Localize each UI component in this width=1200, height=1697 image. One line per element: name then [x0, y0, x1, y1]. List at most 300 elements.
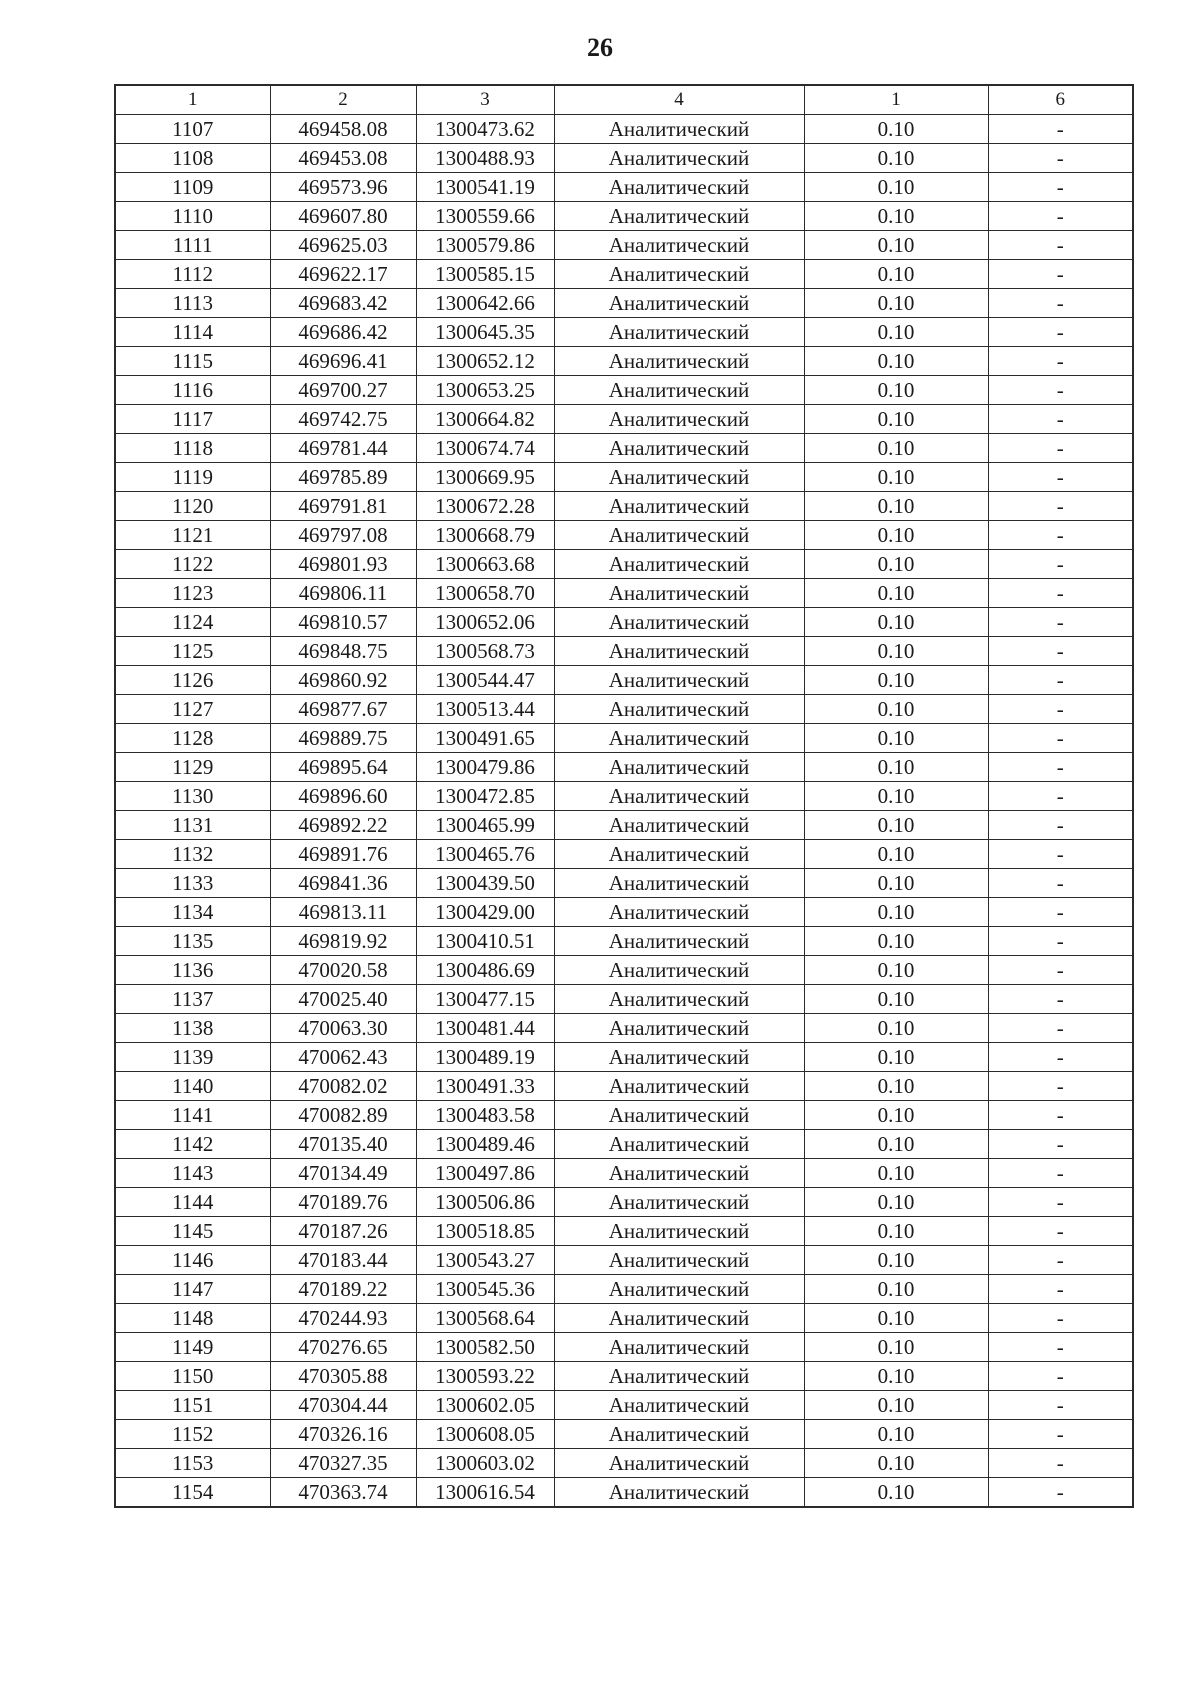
note-cell: - [988, 695, 1133, 724]
point-number-cell: 1148 [115, 1304, 270, 1333]
note-cell: - [988, 492, 1133, 521]
point-number-cell: 1140 [115, 1072, 270, 1101]
accuracy-cell: 0.10 [804, 463, 988, 492]
table-row [115, 782, 1133, 811]
method-cell: Аналитический [554, 1159, 804, 1188]
x-coordinate-cell: 470304.44 [270, 1391, 416, 1420]
x-coordinate-cell: 470326.16 [270, 1420, 416, 1449]
note-cell: - [988, 1304, 1133, 1333]
note-cell: - [988, 463, 1133, 492]
method-cell: Аналитический [554, 1449, 804, 1478]
x-coordinate-cell: 469896.60 [270, 782, 416, 811]
table-row [115, 144, 1133, 173]
note-cell: - [988, 376, 1133, 405]
method-cell: Аналитический [554, 927, 804, 956]
note-cell: - [988, 231, 1133, 260]
accuracy-cell: 0.10 [804, 1420, 988, 1449]
note-cell: - [988, 1333, 1133, 1362]
method-cell: Аналитический [554, 115, 804, 144]
method-cell: Аналитический [554, 811, 804, 840]
method-cell: Аналитический [554, 1304, 804, 1333]
table-row [115, 1275, 1133, 1304]
point-number-cell: 1109 [115, 173, 270, 202]
method-cell: Аналитический [554, 753, 804, 782]
method-cell: Аналитический [554, 434, 804, 463]
accuracy-cell: 0.10 [804, 1159, 988, 1188]
note-cell: - [988, 1217, 1133, 1246]
point-number-cell: 1141 [115, 1101, 270, 1130]
x-coordinate-cell: 469785.89 [270, 463, 416, 492]
x-coordinate-cell: 469700.27 [270, 376, 416, 405]
x-coordinate-cell: 469781.44 [270, 434, 416, 463]
point-number-cell: 1138 [115, 1014, 270, 1043]
y-coordinate-cell: 1300465.99 [416, 811, 554, 840]
note-cell: - [988, 1391, 1133, 1420]
y-coordinate-cell: 1300483.58 [416, 1101, 554, 1130]
table-row [115, 376, 1133, 405]
y-coordinate-cell: 1300465.76 [416, 840, 554, 869]
note-cell: - [988, 550, 1133, 579]
note-cell: - [988, 347, 1133, 376]
accuracy-cell: 0.10 [804, 956, 988, 985]
table-row [115, 666, 1133, 695]
x-coordinate-cell: 469813.11 [270, 898, 416, 927]
accuracy-cell: 0.10 [804, 521, 988, 550]
table-row [115, 724, 1133, 753]
table-row [115, 956, 1133, 985]
note-cell: - [988, 1478, 1133, 1508]
y-coordinate-cell: 1300429.00 [416, 898, 554, 927]
note-cell: - [988, 637, 1133, 666]
y-coordinate-cell: 1300585.15 [416, 260, 554, 289]
accuracy-cell: 0.10 [804, 318, 988, 347]
x-coordinate-cell: 469877.67 [270, 695, 416, 724]
y-coordinate-cell: 1300663.68 [416, 550, 554, 579]
x-coordinate-cell: 470363.74 [270, 1478, 416, 1508]
accuracy-cell: 0.10 [804, 1101, 988, 1130]
x-coordinate-cell: 470244.93 [270, 1304, 416, 1333]
x-coordinate-cell: 469625.03 [270, 231, 416, 260]
table-row [115, 347, 1133, 376]
point-number-cell: 1153 [115, 1449, 270, 1478]
y-coordinate-cell: 1300645.35 [416, 318, 554, 347]
x-coordinate-cell: 469819.92 [270, 927, 416, 956]
accuracy-cell: 0.10 [804, 376, 988, 405]
point-number-cell: 1152 [115, 1420, 270, 1449]
accuracy-cell: 0.10 [804, 1304, 988, 1333]
accuracy-cell: 0.10 [804, 260, 988, 289]
y-coordinate-cell: 1300544.47 [416, 666, 554, 695]
method-cell: Аналитический [554, 260, 804, 289]
point-number-cell: 1123 [115, 579, 270, 608]
x-coordinate-cell: 469891.76 [270, 840, 416, 869]
accuracy-cell: 0.10 [804, 1362, 988, 1391]
x-coordinate-cell: 469895.64 [270, 753, 416, 782]
accuracy-cell: 0.10 [804, 724, 988, 753]
method-cell: Аналитический [554, 782, 804, 811]
y-coordinate-cell: 1300652.06 [416, 608, 554, 637]
table-row [115, 492, 1133, 521]
x-coordinate-cell: 470189.22 [270, 1275, 416, 1304]
note-cell: - [988, 1188, 1133, 1217]
point-number-cell: 1108 [115, 144, 270, 173]
table-row [115, 608, 1133, 637]
point-number-cell: 1130 [115, 782, 270, 811]
x-coordinate-cell: 470189.76 [270, 1188, 416, 1217]
note-cell: - [988, 1159, 1133, 1188]
note-cell: - [988, 782, 1133, 811]
table-row [115, 1159, 1133, 1188]
table-row [115, 115, 1133, 144]
y-coordinate-cell: 1300477.15 [416, 985, 554, 1014]
accuracy-cell: 0.10 [804, 1449, 988, 1478]
method-cell: Аналитический [554, 1072, 804, 1101]
y-coordinate-cell: 1300518.85 [416, 1217, 554, 1246]
note-cell: - [988, 1275, 1133, 1304]
note-cell: - [988, 1014, 1133, 1043]
table-row [115, 579, 1133, 608]
method-cell: Аналитический [554, 1275, 804, 1304]
table-row [115, 840, 1133, 869]
note-cell: - [988, 811, 1133, 840]
note-cell: - [988, 840, 1133, 869]
table-row [115, 1362, 1133, 1391]
table-row [115, 1043, 1133, 1072]
accuracy-cell: 0.10 [804, 144, 988, 173]
table-row [115, 811, 1133, 840]
x-coordinate-cell: 469791.81 [270, 492, 416, 521]
note-cell: - [988, 753, 1133, 782]
method-cell: Аналитический [554, 376, 804, 405]
x-coordinate-cell: 469860.92 [270, 666, 416, 695]
method-cell: Аналитический [554, 1130, 804, 1159]
table-row [115, 405, 1133, 434]
method-cell: Аналитический [554, 724, 804, 753]
note-cell: - [988, 1130, 1133, 1159]
accuracy-cell: 0.10 [804, 1217, 988, 1246]
point-number-cell: 1121 [115, 521, 270, 550]
point-number-cell: 1139 [115, 1043, 270, 1072]
table-row [115, 1333, 1133, 1362]
x-coordinate-cell: 469810.57 [270, 608, 416, 637]
point-number-cell: 1125 [115, 637, 270, 666]
method-cell: Аналитический [554, 1188, 804, 1217]
accuracy-cell: 0.10 [804, 753, 988, 782]
y-coordinate-cell: 1300541.19 [416, 173, 554, 202]
table-row [115, 231, 1133, 260]
point-number-cell: 1111 [115, 231, 270, 260]
table-row [115, 318, 1133, 347]
x-coordinate-cell: 470187.26 [270, 1217, 416, 1246]
method-cell: Аналитический [554, 898, 804, 927]
note-cell: - [988, 579, 1133, 608]
point-number-cell: 1154 [115, 1478, 270, 1508]
accuracy-cell: 0.10 [804, 1478, 988, 1508]
table-row [115, 1014, 1133, 1043]
y-coordinate-cell: 1300593.22 [416, 1362, 554, 1391]
method-cell: Аналитический [554, 637, 804, 666]
y-coordinate-cell: 1300481.44 [416, 1014, 554, 1043]
table-row [115, 202, 1133, 231]
accuracy-cell: 0.10 [804, 405, 988, 434]
point-number-cell: 1145 [115, 1217, 270, 1246]
method-cell: Аналитический [554, 1362, 804, 1391]
note-cell: - [988, 521, 1133, 550]
method-cell: Аналитический [554, 405, 804, 434]
note-cell: - [988, 1246, 1133, 1275]
point-number-cell: 1146 [115, 1246, 270, 1275]
note-cell: - [988, 666, 1133, 695]
table-row [115, 1246, 1133, 1275]
x-coordinate-cell: 470183.44 [270, 1246, 416, 1275]
x-coordinate-cell: 469892.22 [270, 811, 416, 840]
accuracy-cell: 0.10 [804, 1072, 988, 1101]
accuracy-cell: 0.10 [804, 1391, 988, 1420]
y-coordinate-cell: 1300669.95 [416, 463, 554, 492]
x-coordinate-cell: 470082.02 [270, 1072, 416, 1101]
accuracy-cell: 0.10 [804, 898, 988, 927]
y-coordinate-cell: 1300513.44 [416, 695, 554, 724]
x-coordinate-cell: 470305.88 [270, 1362, 416, 1391]
point-number-cell: 1127 [115, 695, 270, 724]
accuracy-cell: 0.10 [804, 666, 988, 695]
y-coordinate-cell: 1300473.62 [416, 115, 554, 144]
y-coordinate-cell: 1300489.19 [416, 1043, 554, 1072]
note-cell: - [988, 927, 1133, 956]
table-row [115, 753, 1133, 782]
table-row [115, 463, 1133, 492]
accuracy-cell: 0.10 [804, 985, 988, 1014]
note-cell: - [988, 985, 1133, 1014]
method-cell: Аналитический [554, 579, 804, 608]
method-cell: Аналитический [554, 1217, 804, 1246]
header-cell: 6 [988, 85, 1133, 115]
y-coordinate-cell: 1300582.50 [416, 1333, 554, 1362]
x-coordinate-cell: 470327.35 [270, 1449, 416, 1478]
accuracy-cell: 0.10 [804, 434, 988, 463]
method-cell: Аналитический [554, 956, 804, 985]
accuracy-cell: 0.10 [804, 608, 988, 637]
y-coordinate-cell: 1300568.73 [416, 637, 554, 666]
method-cell: Аналитический [554, 1420, 804, 1449]
method-cell: Аналитический [554, 666, 804, 695]
table-row [115, 1478, 1133, 1508]
point-number-cell: 1112 [115, 260, 270, 289]
x-coordinate-cell: 470025.40 [270, 985, 416, 1014]
x-coordinate-cell: 469801.93 [270, 550, 416, 579]
method-cell: Аналитический [554, 318, 804, 347]
accuracy-cell: 0.10 [804, 289, 988, 318]
accuracy-cell: 0.10 [804, 840, 988, 869]
y-coordinate-cell: 1300672.28 [416, 492, 554, 521]
point-number-cell: 1115 [115, 347, 270, 376]
table-row [115, 521, 1133, 550]
point-number-cell: 1126 [115, 666, 270, 695]
point-number-cell: 1133 [115, 869, 270, 898]
x-coordinate-cell: 469607.80 [270, 202, 416, 231]
note-cell: - [988, 115, 1133, 144]
method-cell: Аналитический [554, 1014, 804, 1043]
note-cell: - [988, 1420, 1133, 1449]
note-cell: - [988, 434, 1133, 463]
point-number-cell: 1149 [115, 1333, 270, 1362]
header-cell: 1 [804, 85, 988, 115]
note-cell: - [988, 1072, 1133, 1101]
y-coordinate-cell: 1300642.66 [416, 289, 554, 318]
note-cell: - [988, 144, 1133, 173]
note-cell: - [988, 1362, 1133, 1391]
point-number-cell: 1119 [115, 463, 270, 492]
y-coordinate-cell: 1300568.64 [416, 1304, 554, 1333]
x-coordinate-cell: 469848.75 [270, 637, 416, 666]
point-number-cell: 1143 [115, 1159, 270, 1188]
accuracy-cell: 0.10 [804, 492, 988, 521]
y-coordinate-cell: 1300658.70 [416, 579, 554, 608]
method-cell: Аналитический [554, 840, 804, 869]
point-number-cell: 1144 [115, 1188, 270, 1217]
accuracy-cell: 0.10 [804, 927, 988, 956]
note-cell: - [988, 260, 1133, 289]
y-coordinate-cell: 1300668.79 [416, 521, 554, 550]
table-row [115, 1304, 1133, 1333]
point-number-cell: 1122 [115, 550, 270, 579]
table-row [115, 695, 1133, 724]
table-row [115, 1130, 1133, 1159]
coordinates-table [114, 84, 1134, 1508]
header-cell: 1 [115, 85, 270, 115]
accuracy-cell: 0.10 [804, 173, 988, 202]
x-coordinate-cell: 470134.49 [270, 1159, 416, 1188]
y-coordinate-cell: 1300559.66 [416, 202, 554, 231]
point-number-cell: 1114 [115, 318, 270, 347]
table-header-row [115, 85, 1133, 115]
method-cell: Аналитический [554, 202, 804, 231]
header-cell: 3 [416, 85, 554, 115]
method-cell: Аналитический [554, 1478, 804, 1508]
table-row [115, 260, 1133, 289]
method-cell: Аналитический [554, 1101, 804, 1130]
method-cell: Аналитический [554, 1333, 804, 1362]
x-coordinate-cell: 470135.40 [270, 1130, 416, 1159]
point-number-cell: 1151 [115, 1391, 270, 1420]
x-coordinate-cell: 469573.96 [270, 173, 416, 202]
accuracy-cell: 0.10 [804, 1246, 988, 1275]
method-cell: Аналитический [554, 521, 804, 550]
x-coordinate-cell: 469622.17 [270, 260, 416, 289]
x-coordinate-cell: 469683.42 [270, 289, 416, 318]
y-coordinate-cell: 1300543.27 [416, 1246, 554, 1275]
y-coordinate-cell: 1300674.74 [416, 434, 554, 463]
y-coordinate-cell: 1300486.69 [416, 956, 554, 985]
accuracy-cell: 0.10 [804, 869, 988, 898]
y-coordinate-cell: 1300491.65 [416, 724, 554, 753]
x-coordinate-cell: 470082.89 [270, 1101, 416, 1130]
x-coordinate-cell: 469889.75 [270, 724, 416, 753]
point-number-cell: 1136 [115, 956, 270, 985]
x-coordinate-cell: 470062.43 [270, 1043, 416, 1072]
point-number-cell: 1137 [115, 985, 270, 1014]
table-row [115, 173, 1133, 202]
method-cell: Аналитический [554, 463, 804, 492]
x-coordinate-cell: 469458.08 [270, 115, 416, 144]
y-coordinate-cell: 1300616.54 [416, 1478, 554, 1508]
x-coordinate-cell: 470020.58 [270, 956, 416, 985]
table-row [115, 927, 1133, 956]
point-number-cell: 1107 [115, 115, 270, 144]
y-coordinate-cell: 1300545.36 [416, 1275, 554, 1304]
table-row [115, 1449, 1133, 1478]
method-cell: Аналитический [554, 550, 804, 579]
y-coordinate-cell: 1300489.46 [416, 1130, 554, 1159]
table-row [115, 637, 1133, 666]
x-coordinate-cell: 469742.75 [270, 405, 416, 434]
note-cell: - [988, 1449, 1133, 1478]
point-number-cell: 1131 [115, 811, 270, 840]
y-coordinate-cell: 1300410.51 [416, 927, 554, 956]
accuracy-cell: 0.10 [804, 579, 988, 608]
note-cell: - [988, 898, 1133, 927]
y-coordinate-cell: 1300602.05 [416, 1391, 554, 1420]
table-row [115, 289, 1133, 318]
accuracy-cell: 0.10 [804, 1188, 988, 1217]
point-number-cell: 1118 [115, 434, 270, 463]
accuracy-cell: 0.10 [804, 550, 988, 579]
point-number-cell: 1147 [115, 1275, 270, 1304]
table-row [115, 434, 1133, 463]
method-cell: Аналитический [554, 1043, 804, 1072]
note-cell: - [988, 405, 1133, 434]
accuracy-cell: 0.10 [804, 1130, 988, 1159]
point-number-cell: 1128 [115, 724, 270, 753]
x-coordinate-cell: 470276.65 [270, 1333, 416, 1362]
accuracy-cell: 0.10 [804, 1275, 988, 1304]
y-coordinate-cell: 1300506.86 [416, 1188, 554, 1217]
point-number-cell: 1135 [115, 927, 270, 956]
x-coordinate-cell: 469686.42 [270, 318, 416, 347]
note-cell: - [988, 289, 1133, 318]
point-number-cell: 1134 [115, 898, 270, 927]
table-row [115, 1391, 1133, 1420]
note-cell: - [988, 318, 1133, 347]
method-cell: Аналитический [554, 347, 804, 376]
point-number-cell: 1129 [115, 753, 270, 782]
y-coordinate-cell: 1300652.12 [416, 347, 554, 376]
method-cell: Аналитический [554, 1246, 804, 1275]
y-coordinate-cell: 1300497.86 [416, 1159, 554, 1188]
point-number-cell: 1113 [115, 289, 270, 318]
accuracy-cell: 0.10 [804, 1043, 988, 1072]
y-coordinate-cell: 1300472.85 [416, 782, 554, 811]
point-number-cell: 1110 [115, 202, 270, 231]
y-coordinate-cell: 1300488.93 [416, 144, 554, 173]
table-row [115, 985, 1133, 1014]
table-row [115, 1188, 1133, 1217]
note-cell: - [988, 173, 1133, 202]
accuracy-cell: 0.10 [804, 782, 988, 811]
accuracy-cell: 0.10 [804, 695, 988, 724]
point-number-cell: 1117 [115, 405, 270, 434]
table-row [115, 550, 1133, 579]
y-coordinate-cell: 1300479.86 [416, 753, 554, 782]
point-number-cell: 1116 [115, 376, 270, 405]
x-coordinate-cell: 470063.30 [270, 1014, 416, 1043]
table-row [115, 1101, 1133, 1130]
accuracy-cell: 0.10 [804, 231, 988, 260]
accuracy-cell: 0.10 [804, 637, 988, 666]
method-cell: Аналитический [554, 1391, 804, 1420]
header-cell: 2 [270, 85, 416, 115]
point-number-cell: 1120 [115, 492, 270, 521]
